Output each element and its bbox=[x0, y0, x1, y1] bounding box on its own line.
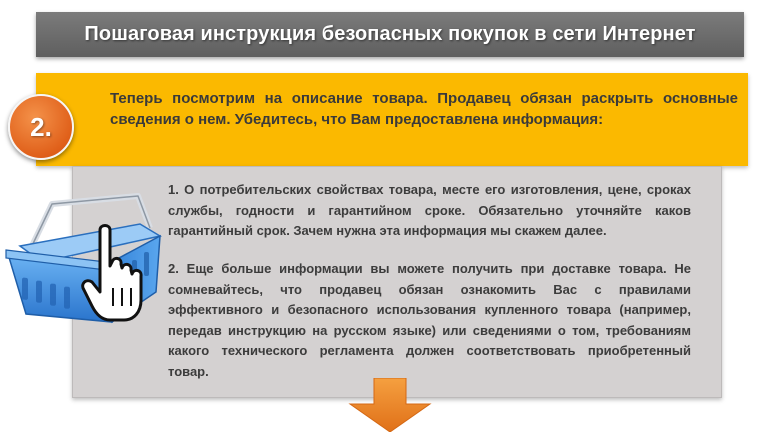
title-bar bbox=[36, 12, 744, 57]
arrow-down-icon bbox=[348, 378, 432, 432]
page-title: Пошаговая инструкция безопасных покупок в сети Интернет bbox=[84, 23, 696, 45]
info-paragraph-1: 1. О потребительских свойствах товара, месте его изготовления, цене, сроках службы, годности и гарантийном сроке. Обязательно уточняйте каков гарантийный срок. Зачем нужна эта информация мы скажем далее. bbox=[168, 182, 691, 238]
step-number-badge: 2. bbox=[8, 94, 74, 160]
step-description: Теперь посмотрим на описание товара. Продавец обязан раскрыть основные сведения о нем. Убедитесь, что Вам предоставлена информация: bbox=[110, 90, 738, 128]
info-paragraph-2: 2. Еще больше информации вы можете получить при доставке товара. Не сомневайтесь, что продавец обязан ознакомить Вас с правилами эффективного и безопасного использования купленного товара (например, передав инструкцию на русском языке) или сведениями о том, требованиям какого технического регламента должен соответствовать приобретенный товар. bbox=[168, 261, 691, 379]
shopping-basket-icon bbox=[0, 188, 170, 328]
